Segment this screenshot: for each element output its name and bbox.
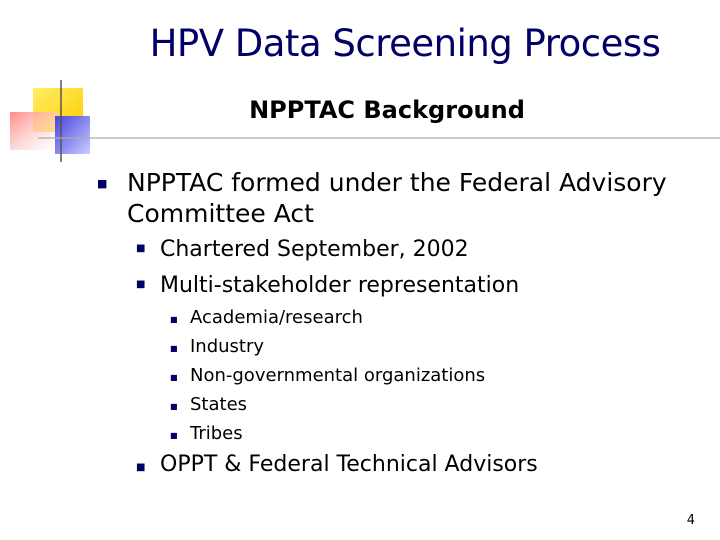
square-bullet-icon: ■ — [170, 431, 178, 440]
bullet-1-2-3-text: Non-governmental organizations — [190, 365, 486, 386]
square-bullet-icon: ■ — [170, 373, 178, 382]
bullet-1-2-1-text: Academia/research — [190, 307, 363, 328]
square-bullet-icon: ■ — [97, 177, 108, 190]
bullet-1-2-5-text: Tribes — [190, 423, 243, 444]
bullet-1-1-text: Chartered September, 2002 — [160, 237, 469, 262]
square-bullet-icon: ■ — [136, 243, 146, 254]
slide-title: HPV Data Screening Process — [149, 22, 661, 65]
bullet-1-2-2-text: Industry — [190, 336, 265, 357]
deco-red-square — [10, 112, 58, 150]
bullet-1-3-text: OPPT & Federal Technical Advisors — [160, 452, 538, 477]
square-bullet-icon: ■ — [136, 279, 146, 290]
bullet-1-2-4-text: States — [190, 394, 248, 415]
page-number: 4 — [686, 513, 695, 528]
bullet-1-line-1: NPPTAC formed under the Federal Advisory — [127, 168, 667, 197]
bullet-1-line-2: Committee Act — [127, 199, 314, 228]
slide-subtitle: NPPTAC Background — [249, 96, 525, 124]
square-bullet-icon: ■ — [170, 315, 178, 324]
bullet-1-2-text: Multi-stakeholder representation — [160, 273, 520, 298]
square-bullet-icon: ■ — [136, 462, 146, 473]
square-bullet-icon: ■ — [170, 402, 178, 411]
square-bullet-icon: ■ — [170, 344, 178, 353]
